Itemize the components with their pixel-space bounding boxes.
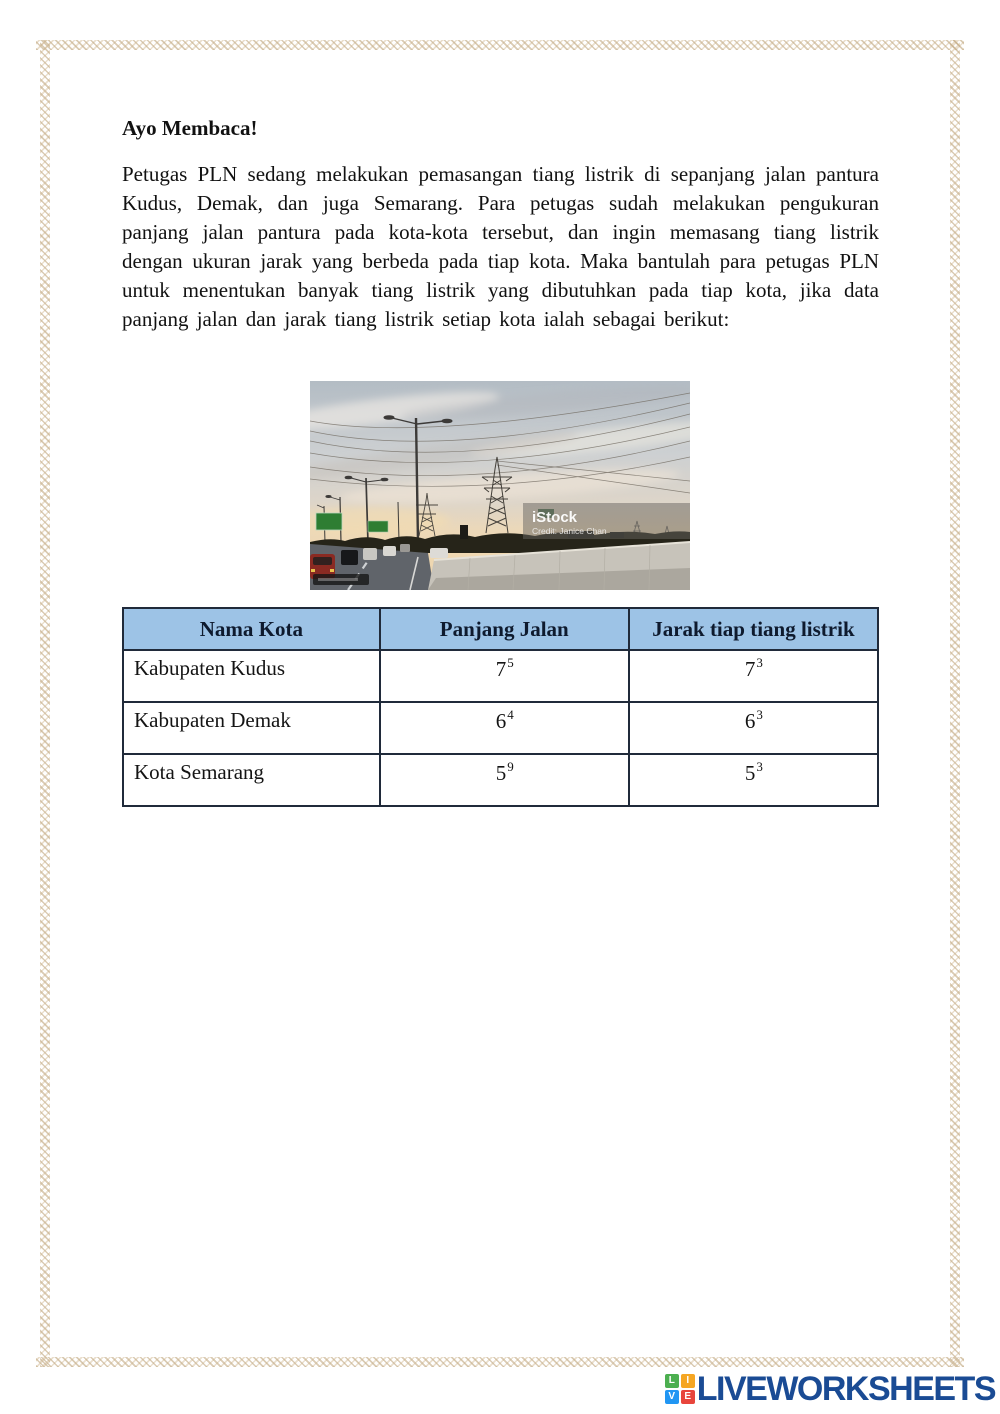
- cell-kota: Kabupaten Demak: [123, 702, 380, 754]
- header-jarak-tiang: Jarak tiap tiang listrik: [629, 608, 878, 650]
- cell-jarak: $7^3$: [629, 650, 878, 702]
- liveworksheets-wordmark: LIVEWORKSHEETS: [696, 1370, 995, 1408]
- decorative-border-right: [950, 40, 960, 1367]
- table-row: [123, 754, 878, 806]
- section-title: Ayo Membaca!: [122, 116, 258, 140]
- cell-panjang: $7^5$: [380, 650, 629, 702]
- header-nama-kota: Nama Kota: [123, 608, 380, 650]
- logo-square-l: L: [665, 1374, 679, 1388]
- liveworksheets-logo[interactable]: [665, 1371, 995, 1407]
- istock-watermark: [523, 503, 690, 539]
- istock-brand-text: iStock: [532, 509, 578, 526]
- decorative-border-left: [40, 40, 50, 1367]
- header-panjang-jalan: Panjang Jalan: [380, 608, 629, 650]
- decorative-border-bottom: [36, 1357, 964, 1367]
- table-header-row: [123, 608, 878, 650]
- cell-kota: Kota Semarang: [123, 754, 380, 806]
- table-row: [123, 702, 878, 754]
- logo-square-i: I: [681, 1374, 695, 1388]
- photo-illustration: [310, 381, 690, 590]
- cell-panjang: $5^9$: [380, 754, 629, 806]
- reading-passage: Petugas PLN sedang melakukan pemasangan tiang listrik di sepanjang jalan pantura Kudus, Demak, dan juga Semarang. Para petugas sudah melakukan pengukuran panjang jalan pantura pada kota-kota tersebut, dan ingin memasang tiang listrik dengan ukuran jarak yang berbeda pada tiap kota. Maka bantulah para petugas PLN untuk menentukan banyak tiang listrik yang dibutuhkan pada tiap kota, jika data panjang jalan dan jarak tiang listrik setiap kota ialah sebagai berikut:: [122, 162, 879, 331]
- data-table: [122, 607, 879, 807]
- cell-panjang: $6^4$: [380, 702, 629, 754]
- logo-square-v: V: [665, 1390, 679, 1404]
- cell-jarak: $6^3$: [629, 702, 878, 754]
- liveworksheets-logo-icon: [665, 1374, 695, 1404]
- cell-kota: Kabupaten Kudus: [123, 650, 380, 702]
- logo-square-e: E: [681, 1390, 695, 1404]
- highway-powerlines-photo: [310, 381, 690, 590]
- table-row: [123, 650, 878, 702]
- photo-id-tag: [313, 574, 369, 585]
- photo-credit-text: Credit: Janice Chan: [532, 526, 607, 536]
- cell-jarak: $5^3$: [629, 754, 878, 806]
- decorative-border-top: [36, 40, 964, 50]
